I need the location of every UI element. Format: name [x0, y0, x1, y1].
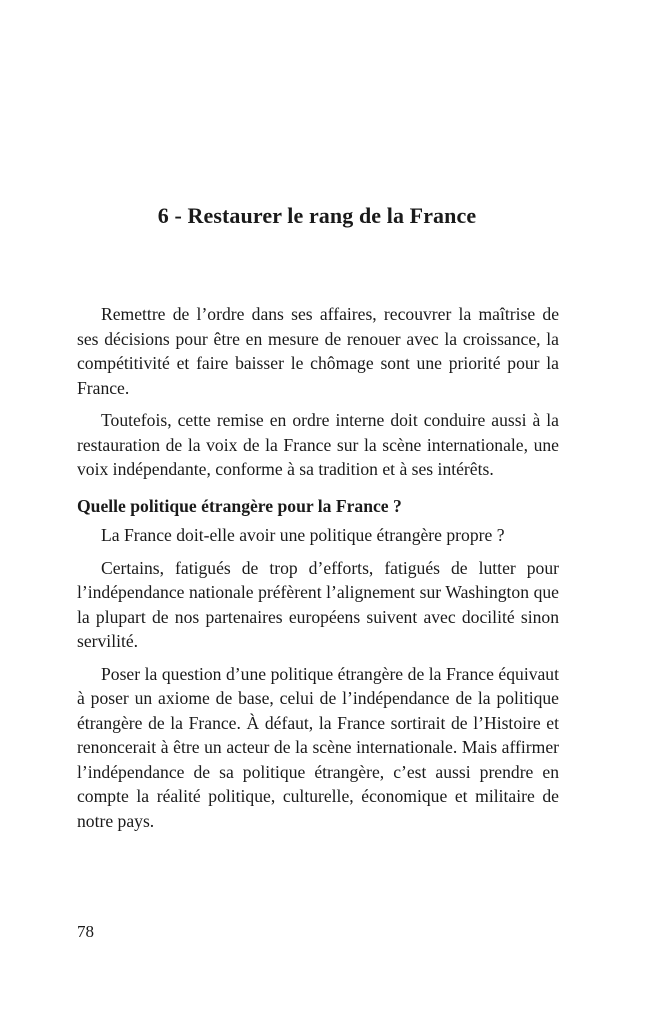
paragraph: Certains, fatigués de trop d’efforts, fatigués de lutter pour l’indépendance nationale préfèrent l’alignement sur Washington que la plupart de nos partenaires européens suivent avec docilité sinon servilité.: [77, 557, 559, 651]
paragraph: Toutefois, cette remise en ordre interne doit conduire aussi à la restauration de la voix de la France sur la scène internationale, une voix indépendante, conforme à sa tradition et à ses intérêts.: [77, 410, 559, 479]
section-heading: Quelle politique étrangère pour la France ?: [77, 495, 402, 516]
page-number: 78: [77, 922, 94, 941]
paragraph: La France doit-elle avoir une politique étrangère propre ?: [101, 525, 505, 545]
paragraph: Remettre de l’ordre dans ses affaires, recouvrer la maîtrise de ses décisions pour être en mesure de renouer avec la croissance, la compétitivité et faire baisser le chômage sont une priorité pour la France.: [77, 304, 559, 398]
paragraph: Poser la question d’une politique étrangère de la France équivaut à poser un axiome de base, celui de l’indépendance de la politique étrangère de la France. À défaut, la France sortirait de l’Histoire et renoncerait à être un acteur de la scène internationale. Mais affirmer l’indépendance de sa politique étrangère, c’est aussi prendre en compte la réalité politique, culturelle, économique et militaire de notre pays.: [77, 663, 559, 831]
chapter-title: 6 - Restaurer le rang de la France: [157, 203, 477, 228]
body-text: [77, 302, 559, 841]
